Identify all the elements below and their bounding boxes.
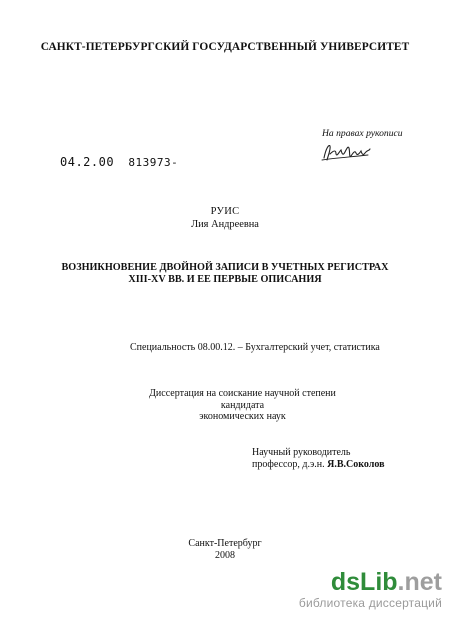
place-and-year [0, 538, 450, 561]
purpose-line-2: экономических наук [199, 411, 286, 422]
purpose-line-1: Диссертация на соискание научной степени кандидата [149, 388, 336, 411]
thesis-title: ВОЗНИКНОВЕНИЕ ДВОЙНОЙ ЗАПИСИ В УЧЕТНЫХ РЕГИСТРАХ XIII-XV ВВ. И ЕЕ ПЕРВЫЕ ОПИСАНИЯ [61, 262, 389, 285]
stamp-code-number: 813973- [128, 156, 179, 169]
year: 2008 [215, 549, 235, 561]
watermark-logo-ext: .net [397, 568, 442, 596]
city-name: Санкт-Петербург [188, 538, 262, 549]
advisor-name: Я.В.Соколов [327, 458, 385, 470]
stamp-code-date: 04.2.00 [60, 155, 115, 169]
author-surname: РУИС [210, 206, 240, 217]
dissertation-purpose [130, 388, 355, 423]
advisor-credentials-line [252, 459, 385, 471]
registration-stamp [60, 155, 178, 169]
author-full-name: Лия Андреевна [191, 219, 259, 230]
watermark-tagline: библиотека диссертаций [298, 596, 442, 610]
university-name: САНКТ-ПЕТЕРБУРГСКИЙ ГОСУДАРСТВЕННЫЙ УНИВЕРСИТЕТ [40, 41, 410, 53]
watermark-logo-main: dsLib [330, 568, 398, 596]
specialty-line: Специальность 08.00.12. – Бухгалтерский учет, статистика [130, 342, 380, 353]
handwritten-signature [320, 140, 380, 164]
advisor-role: Научный руководитель [252, 447, 351, 458]
scientific-advisor [252, 447, 385, 470]
watermark-logo [331, 568, 442, 597]
manuscript-rights-label: На правах рукописи [322, 128, 403, 139]
dslib-watermark [262, 568, 444, 616]
advisor-credentials: профессор, д.э.н. [252, 458, 325, 470]
